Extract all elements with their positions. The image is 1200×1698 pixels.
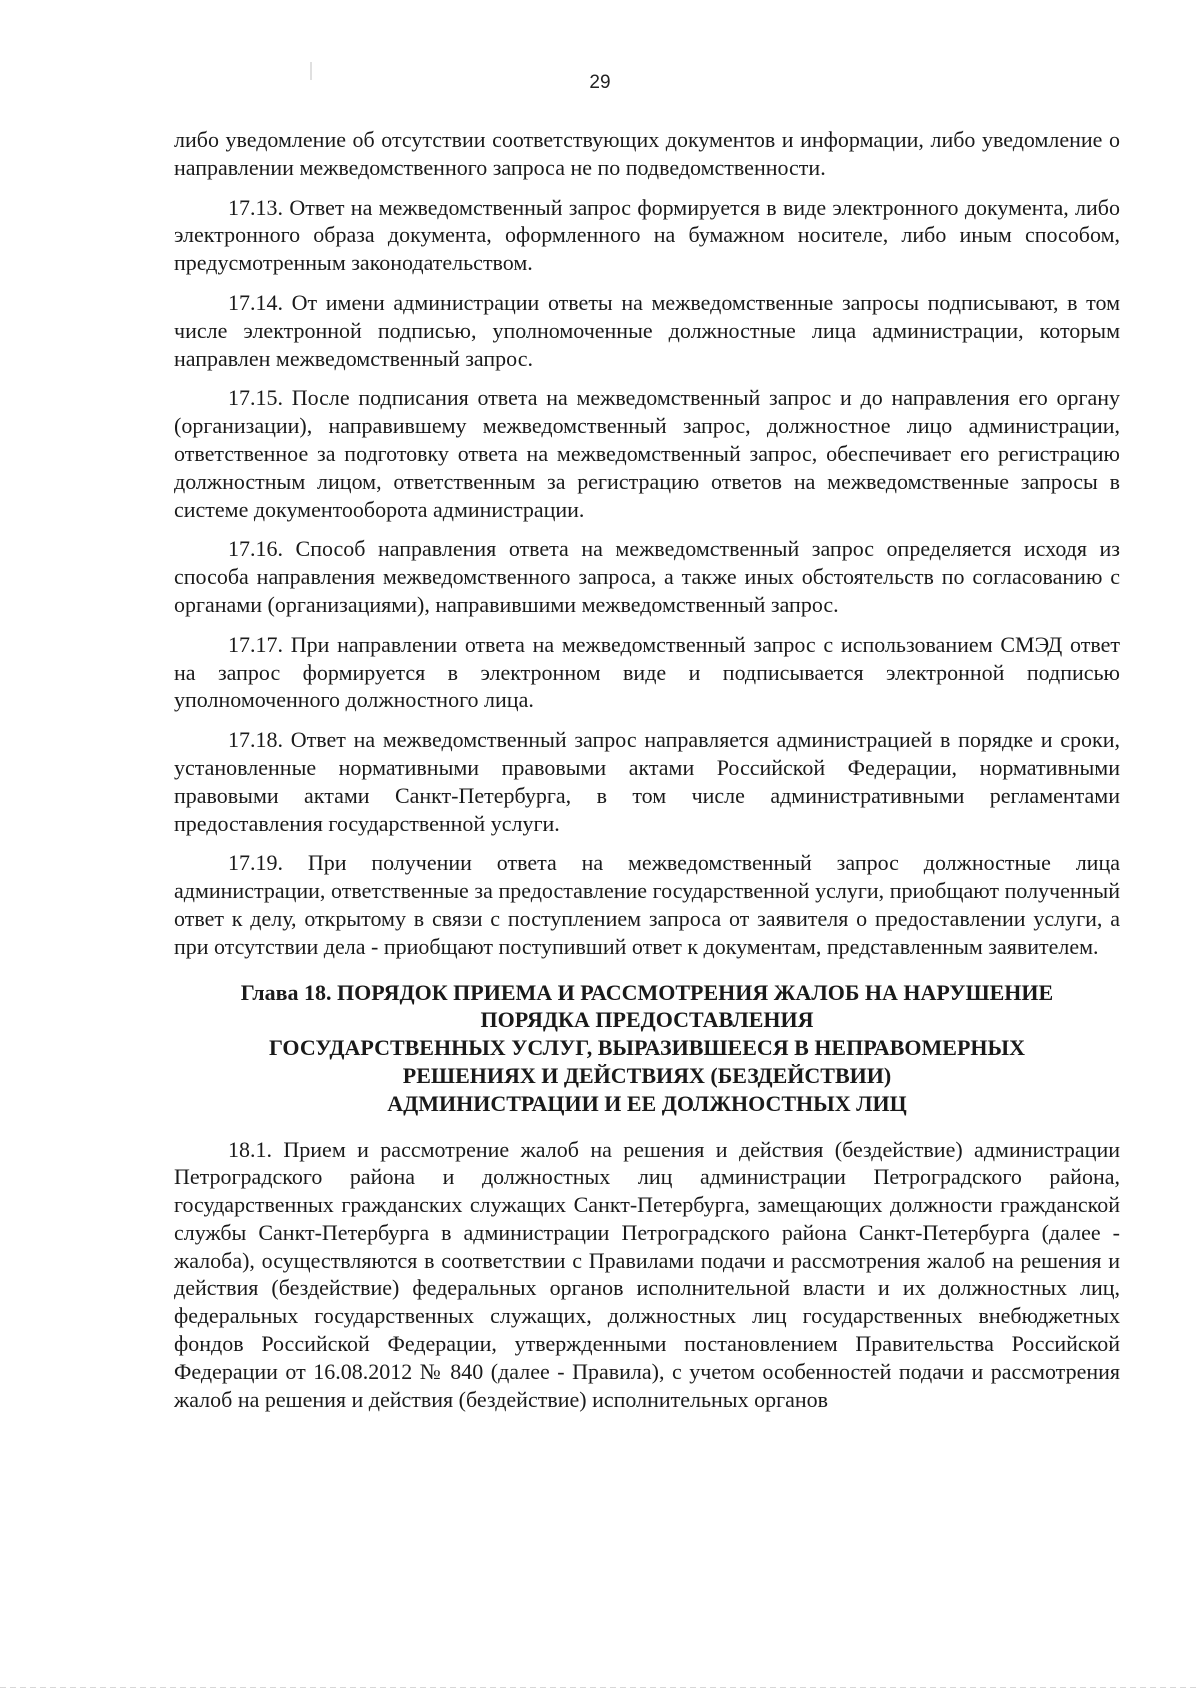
page-number: 29 xyxy=(589,72,611,93)
paragraph-17-19: 17.19. При получении ответа на межведомственный запрос должностные лица администрации, ответственные за предоставление государственной услуги, приобщают полученный ответ к делу, открытому в связи с поступлением запроса от заявителя о предоставлении услуги, а при отсутствии дела - приобщают поступивший ответ к документам, представленным заявителем. xyxy=(174,850,1120,959)
paragraph-18-1: 18.1. Прием и рассмотрение жалоб на решения и действия (бездействие) администрации Петроградского района и должностных лиц администрации Петроградского района, государственных гражданских служащих Санкт-Петербурга, замещающих должности гражданской службы Санкт-Петербурга в администрации Петроградского района Санкт-Петербурга (далее - жалоба), осуществляются в соответствии с Правилами подачи и рассмотрения жалоб на решения и действия (бездействие) федеральных органов исполнительной власти и их должностных лиц, федеральных государственных служащих, должностных лиц государственных внебюджетных фондов Российской Федерации, утвержденными постановлением Правительства Российской Федерации от 16.08.2012 № 840 (далее - Правила), с учетом особенностей подачи и рассмотрения жалоб на решения и действия (бездействие) исполнительных органов xyxy=(174,1136,1120,1412)
heading-line: РЕШЕНИЯХ И ДЕЙСТВИЯХ (БЕЗДЕЙСТВИИ) xyxy=(402,1062,892,1088)
heading-line: ПОРЯДКА ПРЕДОСТАВЛЕНИЯ xyxy=(480,1007,814,1033)
paragraph-17-13: 17.13. Ответ на межведомственный запрос формируется в виде электронного документа, либо электронного образа документа, оформленного на бумажном носителе, либо иным способом, предусмотренным законодательством. xyxy=(174,194,1120,276)
paragraph-17-16: 17.16. Способ направления ответа на межведомственный запрос определяется исходя из способа направления межведомственного запроса, а также иных обстоятельств по согласованию с органами (организациями), направившими межведомственный запрос. xyxy=(174,536,1120,617)
scan-bottom-edge xyxy=(0,1687,1200,1688)
paragraph-17-14: 17.14. От имени администрации ответы на межведомственные запросы подписывают, в том числе электронной подписью, уполномоченные должностные лица администрации, которым направлен межведомственный запрос. xyxy=(174,289,1120,371)
heading-line: ГОСУДАРСТВЕННЫХ УСЛУГ, ВЫРАЗИВШЕЕСЯ В НЕПРАВОМЕРНЫХ xyxy=(268,1035,1025,1061)
heading-line: Глава 18. ПОРЯДОК ПРИЕМА И РАССМОТРЕНИЯ ЖАЛОБ НА НАРУШЕНИЕ xyxy=(240,979,1054,1005)
heading-line: АДМИНИСТРАЦИИ И ЕЕ ДОЛЖНОСТНЫХ ЛИЦ xyxy=(387,1090,907,1116)
paragraph-17-12-continuation: либо уведомление об отсутствии соответствующих документов и информации, либо уведомление о направлении межведомственного запроса не по подведомственности. xyxy=(174,127,1120,180)
chapter-18-heading xyxy=(174,979,1120,1118)
paragraph-17-15: 17.15. После подписания ответа на межведомственный запрос и до направления его органу (организации), направившему межведомственный запрос, должностное лицо администрации, ответственное за подготовку ответа на межведомственный запрос, обеспечивает его регистрацию должностным лицом, ответственным за регистрацию ответов на межведомственные запросы в системе документооборота администрации. xyxy=(174,385,1120,522)
paragraph-17-18: 17.18. Ответ на межведомственный запрос направляется администрацией в порядке и сроки, установленные нормативными правовыми актами Российской Федерации, нормативными правовыми актами Санкт-Петербурга, в том числе административными регламентами предоставления государственной услуги. xyxy=(174,727,1120,836)
paragraph-17-17: 17.17. При направлении ответа на межведомственный запрос с использованием СМЭД ответ на запрос формируется в электронном виде и подписывается электронной подписью уполномоченного должностного лица. xyxy=(174,631,1120,713)
document-body xyxy=(174,126,1120,1425)
